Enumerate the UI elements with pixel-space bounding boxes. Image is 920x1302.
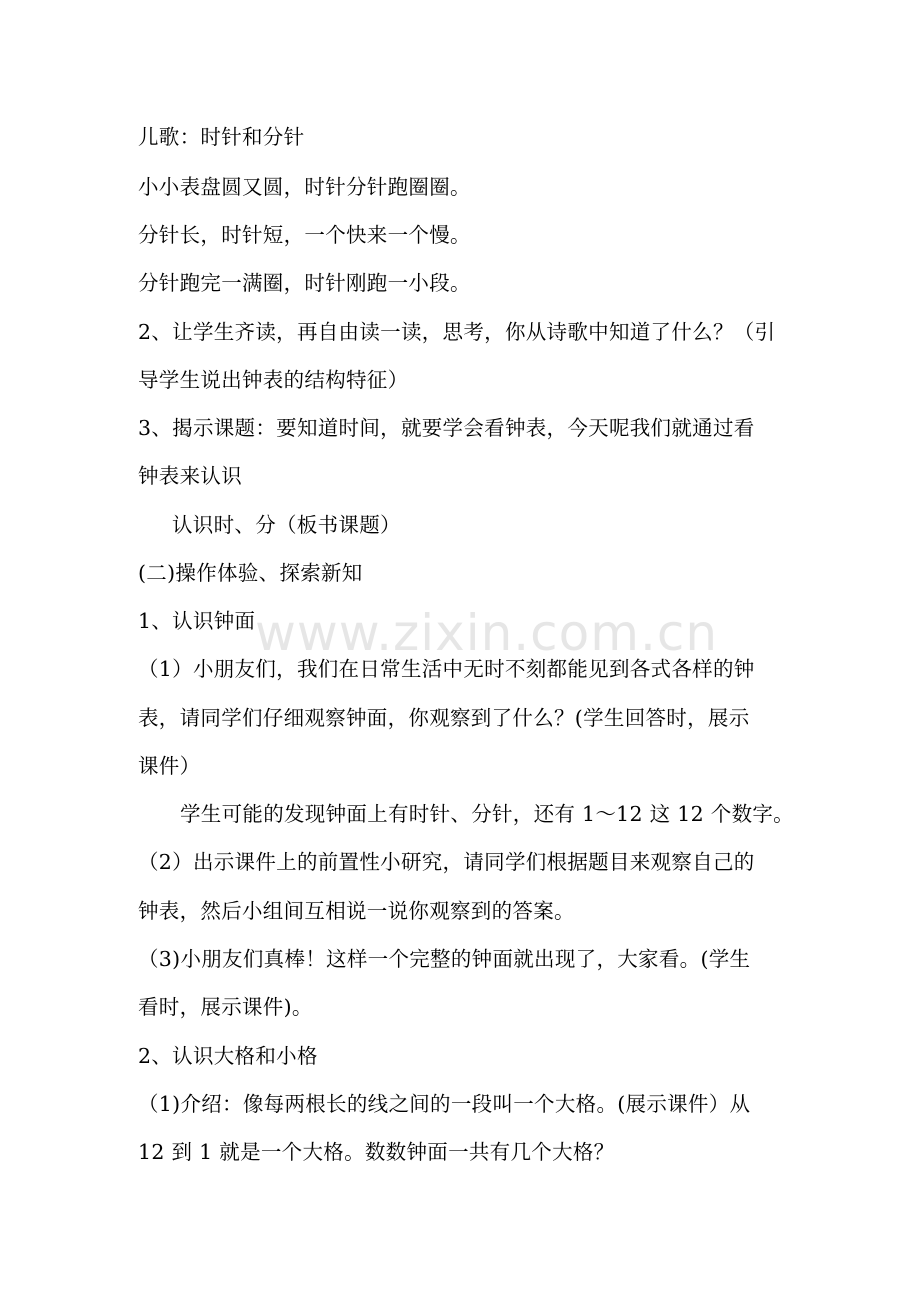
paragraph-line: （3)小朋友们真棒！这样一个完整的钟面就出现了，大家看。(学生 xyxy=(138,947,751,971)
paragraph-line: （2）出示课件上的前置性小研究，请同学们根据题目来观察自己的 xyxy=(138,850,755,874)
section-heading: (二)操作体验、探索新知 xyxy=(138,561,363,585)
lesson-title: 认识时、分（板书课题） xyxy=(172,513,401,537)
paragraph-line: 12 到 1 就是一个大格。数数钟面一共有几个大格？ xyxy=(138,1140,615,1164)
paragraph-line: （1)介绍：像每两根长的线之间的一段叫一个大格。(展示课件）从 xyxy=(138,1092,751,1116)
song-line-3: 分针跑完一满圈，时针刚跑一小段。 xyxy=(138,271,471,295)
song-line-1: 小小表盘圆又圆，时针分针跑圈圈。 xyxy=(138,175,471,199)
paragraph-line: 3、揭示课题：要知道时间，就要学会看钟表，今天呢我们就通过看 xyxy=(138,416,755,440)
subsection-heading: 2、认识大格和小格 xyxy=(138,1044,318,1068)
song-title: 儿歌：时针和分针 xyxy=(138,125,305,149)
paragraph-line: 钟表来认识 xyxy=(138,464,242,488)
paragraph-line: 学生可能的发现钟面上有时针、分针，还有 1～12 这 12 个数字。 xyxy=(180,802,794,826)
paragraph-line: 课件） xyxy=(138,754,201,778)
song-line-2: 分针长，时针短，一个快来一个慢。 xyxy=(138,223,471,247)
paragraph-line: 表，请同学们仔细观察钟面，你观察到了什么？(学生回答时，展示 xyxy=(138,706,750,730)
paragraph-line: 看时，展示课件)。 xyxy=(138,995,313,1019)
paragraph-line: 钟表，然后小组间互相说一说你观察到的答案。 xyxy=(138,899,575,923)
paragraph-line: 2、让学生齐读，再自由读一读，思考，你从诗歌中知道了什么？（引 xyxy=(138,320,776,344)
paragraph-line: 导学生说出钟表的结构特征） xyxy=(138,368,409,392)
subsection-heading: 1、认识钟面 xyxy=(138,609,256,633)
paragraph-line: （1）小朋友们，我们在日常生活中无时不刻都能见到各式各样的钟 xyxy=(138,657,755,681)
watermark: www.zixin.com.cn xyxy=(255,604,719,662)
